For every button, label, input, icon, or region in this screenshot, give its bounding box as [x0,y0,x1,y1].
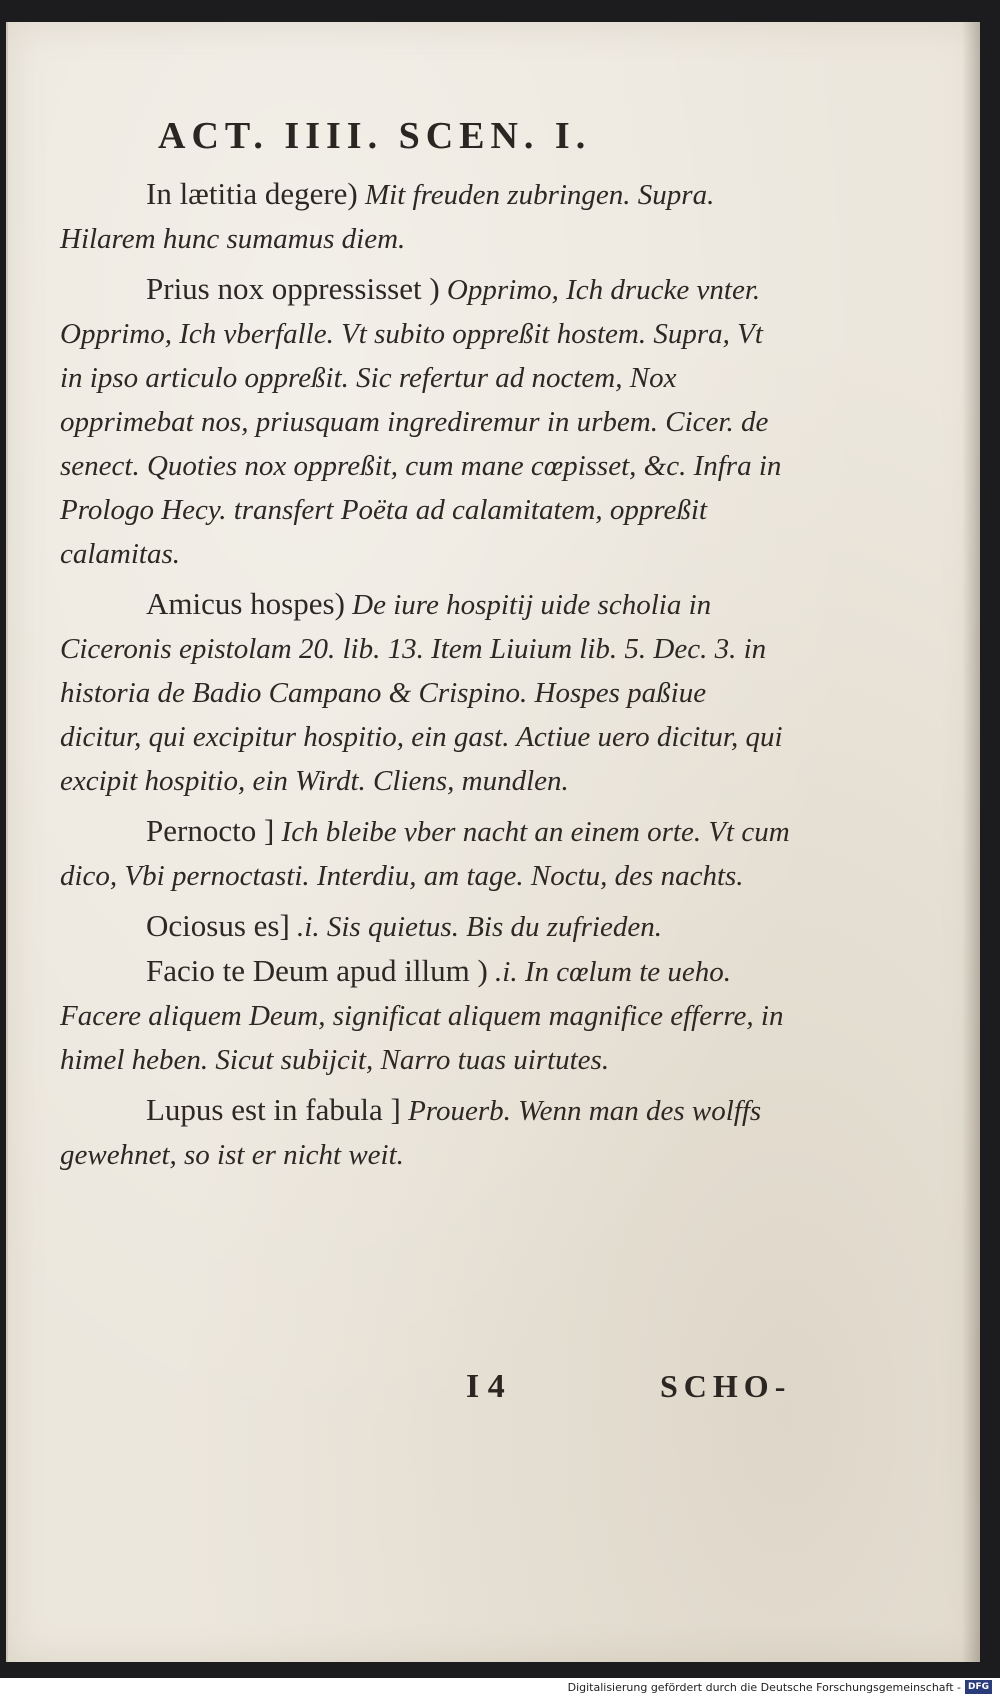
paragraph-5 [60,904,790,949]
lemma: Facio te Deum apud illum ) [146,953,488,988]
lemma: In lætitia degere) [146,176,358,211]
gloss: De iure hospitij uide scholia in Ciceronis epistolam 20. lib. 13. Item Liuium lib. 5. Dec. 3. in historia de Badio Campano & Crispino. Hospes paßiue dicitur, qui excipitur hospitio, ein gast. Actiue uero dicitur, qui excipit hospitio, ein Wirdt. Cliens, mundlen. [60,589,783,797]
dfg-logo-icon: DFG [965,1680,992,1694]
digitization-credit [568,1680,992,1694]
page-edge-shadow [962,22,980,1662]
lemma: Amicus hospes) [146,586,345,621]
lemma: Ociosus es] [146,908,290,943]
gloss: Mit freuden zubringen. Supra. Hilarem hunc sumamus diem. [60,179,715,255]
lemma: Lupus est in fabula ] [146,1092,401,1127]
paragraph-1 [60,172,790,261]
page-text [60,172,790,1177]
gloss: Prouerb. Wenn man des wolffs gewehnet, so ist er nicht weit. [60,1095,762,1171]
paragraph-2 [60,267,790,576]
paragraph-3 [60,582,790,803]
credit-text: Digitalisierung gefördert durch die Deutsche Forschungsgemeinschaft - [567,1680,961,1694]
paragraph-7 [60,1088,790,1177]
signature-mark: I 4 [466,1368,505,1405]
gloss: Opprimo, Ich drucke vnter. Opprimo, Ich vberfalle. Vt subito oppreßit hostem. Supra, Vt in ipso articulo oppreßit. Sic refertur ad noctem, Nox opprimebat nos, priusquam ingrediremur in urbem. Cicer. de senect. Quoties nox oppreßit, cum mane cœpisset, &c. Infra in Prologo Hecy. transfert Poëta ad calamitatem, oppreßit calamitas. [60,274,782,570]
catchword: SCHO- [660,1368,792,1404]
lemma: Pernocto ] [146,813,275,848]
lemma: Prius nox oppressisset ) [146,271,440,306]
paragraph-6 [60,949,790,1082]
gloss: .i. In cœlum te ueho. Facere aliquem Deum, significat aliquem magnifice efferre, in himel heben. Sicut subijcit, Narro tuas uirtutes. [60,956,784,1076]
gloss: Ich bleibe vber nacht an einem orte. Vt cum dico, Vbi pernoctasti. Interdiu, am tage. Noctu, des nachts. [60,816,790,892]
gloss: .i. Sis quietus. Bis du zufrieden. [297,911,662,943]
running-head: ACT. IIII. SCEN. I. [158,115,592,157]
paragraph-4 [60,809,790,898]
book-page [6,22,980,1662]
